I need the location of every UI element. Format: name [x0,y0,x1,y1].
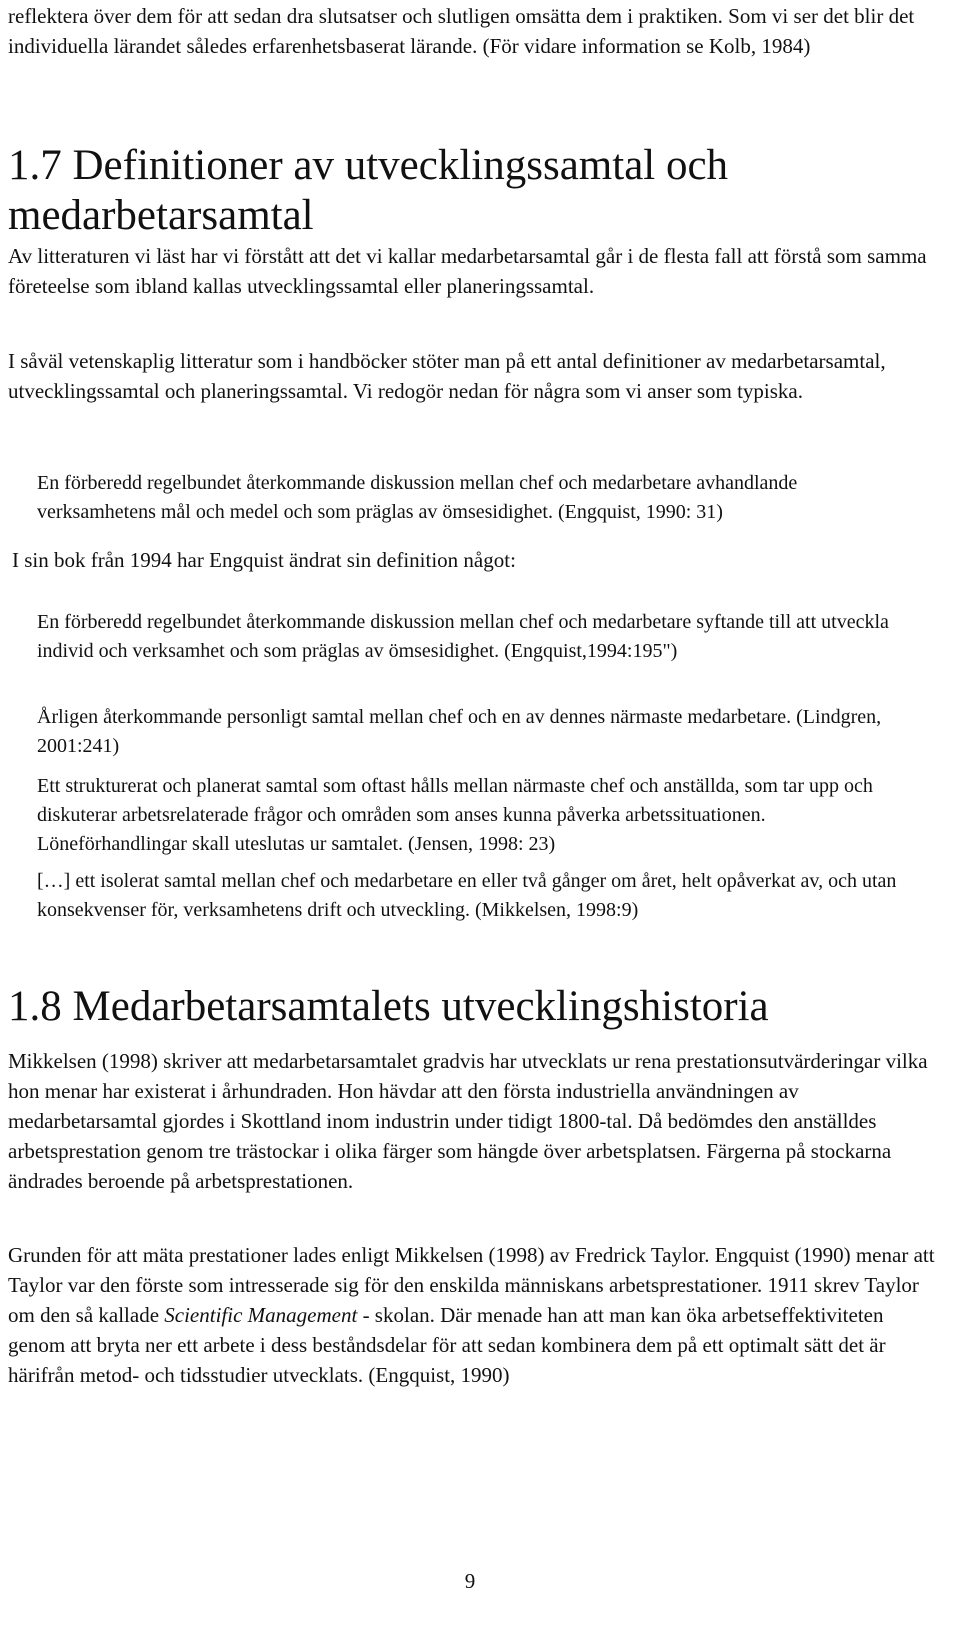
section-heading-1-8: 1.8 Medarbetarsamtalets utvecklingshistoria [8,983,769,1030]
quote-engquist-1994: En förberedd regelbundet återkommande diskussion mellan chef och medarbetare syftande till att utveckla individ och verksamhet och som präglas av ömsesidighet. (Engquist,1994:195") [37,611,889,662]
intro-paragraph: reflektera över dem för att sedan dra slutsatser och slutligen omsätta dem i praktiken. Som vi ser det blir det individuella lärandet således erfarenhetsbaserat lärande. (För vidare information se Kolb, 1984) [8,4,915,58]
paragraph-history-taylor [8,1240,938,1390]
quote-mikkelsen-1998: […] ett isolerat samtal mellan chef och medarbetare en eller två gånger om året, helt opåverkat av, och utan konsekvenser för, verksamhetens drift och utveckling. (Mikkelsen, 1998:9) [37,870,897,921]
paragraph-definition-intro: Av litteraturen vi läst har vi förstått att det vi kallar medarbetarsamtal går i de flesta fall att förstå som samma företeelse som ibland kallas utvecklingssamtal eller planeringssamtal. [8,244,927,298]
page-number: 9 [464,1569,476,1593]
taylor-text-end: - skolan. Där menade han att man kan öka arbetseffektiviteten genom att bryta ner ett arbete i dess beståndsdelar för att sedan kombinera dem på ett optimalt sätt det är härifrån metod- och tidsstudier utvecklats. (Engquist, 1990) [8,1303,886,1387]
paragraph-history-mikkelsen: Mikkelsen (1998) skriver att medarbetarsamtalet gradvis har utvecklats ur rena prestationsutvärderingar vilka hon menar har existerat i århundraden. Hon hävdar att den första industriella användningen av medarbetarsamtal gjordes i Skottland inom industrin under tidigt 1800-tal. Då bedömdes den anställdes arbetsprestation genom tre trästockar i olika färger som hängde över arbetsplatsen. Färgerna på stockarna ändrades beroende på arbetsprestationen. [8,1049,928,1193]
quote-jensen-1998: Ett strukturerat och planerat samtal som oftast hålls mellan närmaste chef och anställda, som tar upp och diskuterar arbetsrelaterade frågor och områden som anses kunna påverka arbetssituationen. Löneförhandlingar skall uteslutas ur samtalet. (Jensen, 1998: 23) [37,775,873,855]
quote-lindgren-2001: Årligen återkommande personligt samtal mellan chef och en av dennes närmaste medarbetare. (Lindgren, 2001:241) [37,706,882,757]
paragraph-engquist-1994-intro: I sin bok från 1994 har Engquist ändrat sin definition något: [12,548,516,572]
paragraph-definitions-overview: I såväl vetenskaplig litteratur som i handböcker stöter man på ett antal definitioner av medarbetarsamtal, utvecklingssamtal och planeringssamtal. Vi redogör nedan för några som vi anser som typiska. [8,349,886,403]
scientific-management-term: Scientific Management [164,1303,358,1327]
taylor-text-start: Grunden för att mäta prestationer lades enligt Mikkelsen (1998) av Fredrick Taylor. Engquist (1990) menar att Taylor var den förste som intresserade sig för den enskilda människans arbetsprestationer. 1911 skrev Taylor om den så kallade [8,1243,935,1327]
quote-engquist-1990: En förberedd regelbundet återkommande diskussion mellan chef och medarbetare avhandlande verksamhetens mål och medel och som präglas av ömsesidighet. (Engquist, 1990: 31) [37,472,798,523]
section-heading-1-7: 1.7 Definitioner av utvecklingssamtal och medarbetarsamtal [8,142,729,239]
